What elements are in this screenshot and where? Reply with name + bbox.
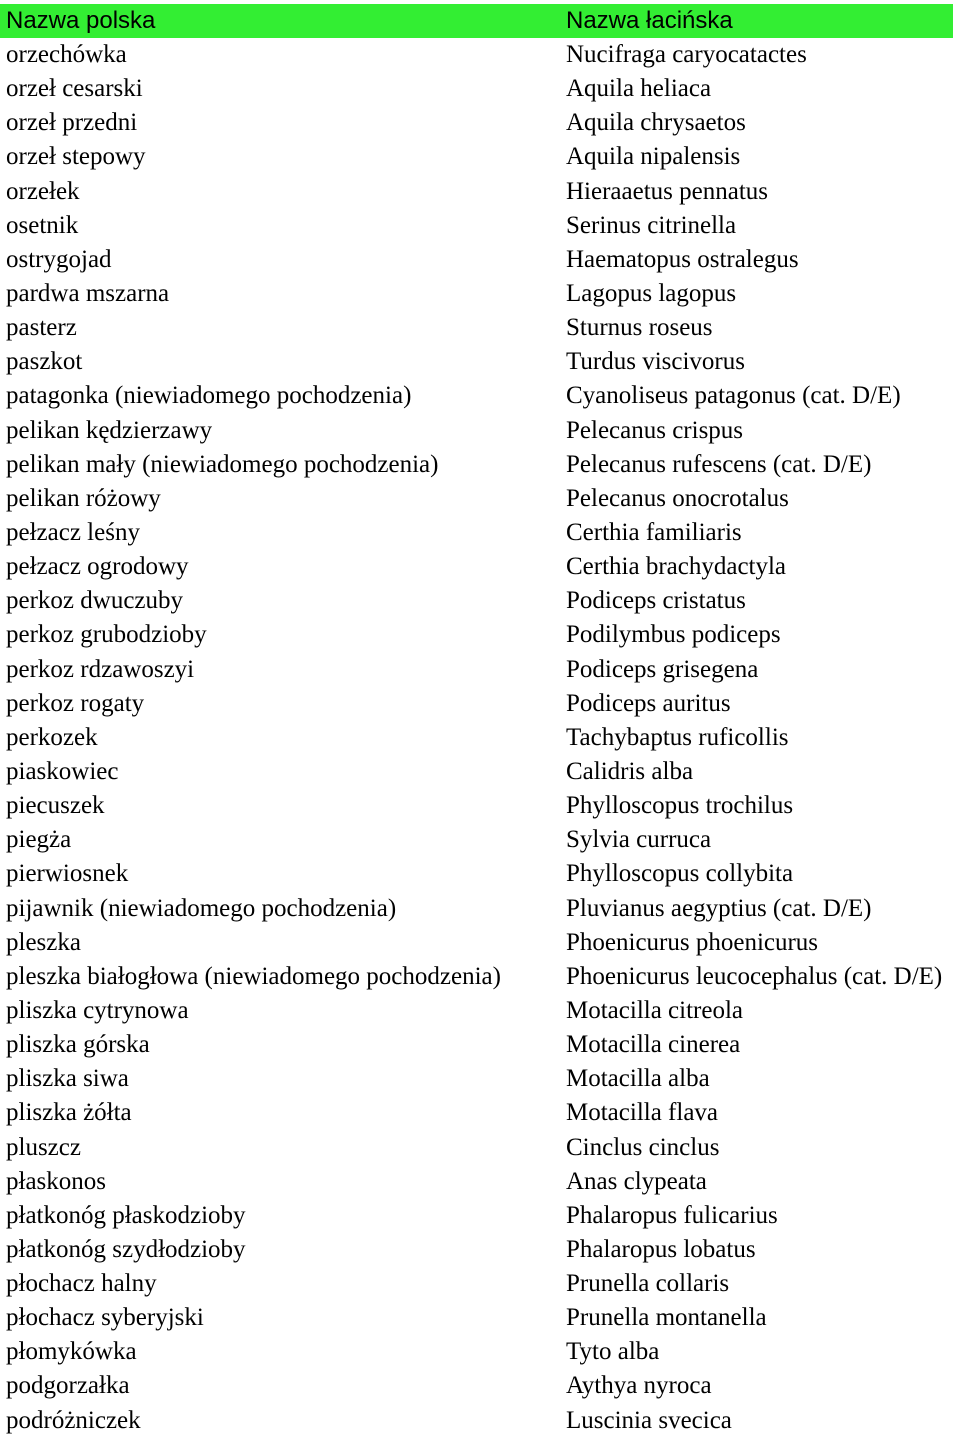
polish-name-cell: pijawnik (niewiadomego pochodzenia) <box>6 894 397 922</box>
table-row <box>0 618 960 652</box>
latin-name-cell: Hieraaetus pennatus <box>566 177 769 205</box>
polish-name-cell: perkoz grubodzioby <box>6 621 207 649</box>
table-row <box>0 892 960 926</box>
header-polish-name: Nazwa polska <box>6 7 156 34</box>
polish-name-cell: podgorzałka <box>6 1372 130 1400</box>
polish-name-cell: piecuszek <box>6 792 105 820</box>
polish-name-cell: pelikan kędzierzawy <box>6 416 213 444</box>
latin-name-cell: Aquila chrysaetos <box>566 109 746 137</box>
table-row <box>0 379 960 413</box>
polish-name-cell: pelikan różowy <box>6 484 161 512</box>
polish-name-cell: płochacz halny <box>6 1270 157 1298</box>
table-row <box>0 1267 960 1301</box>
latin-name-cell: Phylloscopus trochilus <box>566 792 794 820</box>
table-row <box>0 1199 960 1233</box>
polish-name-cell: pleszka <box>6 928 81 956</box>
latin-name-cell: Calidris alba <box>566 757 694 785</box>
polish-name-cell: pluszcz <box>6 1133 81 1161</box>
table-row <box>0 345 960 379</box>
latin-name-cell: Phalaropus lobatus <box>566 1235 756 1263</box>
table-row <box>0 584 960 618</box>
table-row <box>0 1369 960 1403</box>
latin-name-cell: Motacilla citreola <box>566 996 744 1024</box>
table-row <box>0 1062 960 1096</box>
latin-name-cell: Phoenicurus phoenicurus <box>566 928 819 956</box>
latin-name-cell: Pelecanus crispus <box>566 416 744 444</box>
polish-name-cell: pleszka białogłowa (niewiadomego pochodzenia) <box>6 962 501 990</box>
polish-name-cell: ostrygojad <box>6 245 112 273</box>
latin-name-cell: Turdus viscivorus <box>566 348 745 376</box>
latin-name-cell: Pluvianus aegyptius (cat. D/E) <box>566 894 872 922</box>
latin-name-cell: Luscinia svecica <box>566 1406 732 1434</box>
polish-name-cell: płatkonóg szydłodzioby <box>6 1235 246 1263</box>
table-row <box>0 1131 960 1165</box>
polish-name-cell: podróżniczek <box>6 1406 141 1434</box>
latin-name-cell: Tachybaptus ruficollis <box>566 723 789 751</box>
table-row <box>0 926 960 960</box>
latin-name-cell: Cyanoliseus patagonus (cat. D/E) <box>566 382 901 410</box>
latin-name-cell: Phoenicurus leucocephalus (cat. D/E) <box>566 962 943 990</box>
table-body <box>0 38 960 1438</box>
latin-name-cell: Aquila nipalensis <box>566 143 741 171</box>
latin-name-cell: Aythya nyroca <box>566 1372 712 1400</box>
latin-name-cell: Pelecanus onocrotalus <box>566 484 789 512</box>
table-row <box>0 789 960 823</box>
polish-name-cell: pasterz <box>6 314 77 342</box>
polish-name-cell: pliszka cytrynowa <box>6 996 189 1024</box>
table-row <box>0 448 960 482</box>
table-row <box>0 175 960 209</box>
table-row <box>0 38 960 72</box>
table-row <box>0 140 960 174</box>
table-row <box>0 277 960 311</box>
polish-name-cell: płaskonos <box>6 1167 106 1195</box>
table-row <box>0 72 960 106</box>
latin-name-cell: Podiceps grisegena <box>566 655 759 683</box>
polish-name-cell: osetnik <box>6 211 79 239</box>
table-row <box>0 243 960 277</box>
table-row <box>0 482 960 516</box>
header-latin-name: Nazwa łacińska <box>566 7 733 34</box>
table-row <box>0 1096 960 1130</box>
polish-name-cell: płatkonóg płaskodzioby <box>6 1201 246 1229</box>
table-row <box>0 1028 960 1062</box>
polish-name-cell: orzeł cesarski <box>6 75 143 103</box>
table-row <box>0 755 960 789</box>
latin-name-cell: Sturnus roseus <box>566 314 713 342</box>
table-row <box>0 653 960 687</box>
table-row <box>0 687 960 721</box>
latin-name-cell: Serinus citrinella <box>566 211 737 239</box>
table-row <box>0 516 960 550</box>
latin-name-cell: Phalaropus fulicarius <box>566 1201 778 1229</box>
polish-name-cell: orzełek <box>6 177 80 205</box>
polish-name-cell: orzeł przedni <box>6 109 138 137</box>
table-row <box>0 550 960 584</box>
polish-name-cell: patagonka (niewiadomego pochodzenia) <box>6 382 412 410</box>
polish-name-cell: orzeł stepowy <box>6 143 146 171</box>
table-row <box>0 1301 960 1335</box>
latin-name-cell: Aquila heliaca <box>566 75 712 103</box>
polish-name-cell: perkoz rogaty <box>6 689 145 717</box>
polish-name-cell: piegża <box>6 826 72 854</box>
species-table <box>0 4 960 1438</box>
polish-name-cell: pliszka żółta <box>6 1099 132 1127</box>
latin-name-cell: Phylloscopus collybita <box>566 860 794 888</box>
polish-name-cell: pliszka górska <box>6 1031 150 1059</box>
latin-name-cell: Nucifraga caryocatactes <box>566 41 807 68</box>
latin-name-cell: Tyto alba <box>566 1338 660 1366</box>
table-row <box>0 823 960 857</box>
latin-name-cell: Lagopus lagopus <box>566 279 737 307</box>
latin-name-cell: Sylvia curruca <box>566 826 712 854</box>
table-header-row <box>0 4 953 38</box>
polish-name-cell: paszkot <box>6 348 83 376</box>
latin-name-cell: Anas clypeata <box>566 1167 707 1195</box>
table-row <box>0 1335 960 1369</box>
latin-name-cell: Haematopus ostralegus <box>566 245 799 273</box>
polish-name-cell: perkoz rdzawoszyi <box>6 655 195 683</box>
polish-name-cell: perkoz dwuczuby <box>6 587 184 615</box>
table-row <box>0 106 960 140</box>
polish-name-cell: płomykówka <box>6 1338 137 1366</box>
table-row <box>0 857 960 891</box>
latin-name-cell: Prunella montanella <box>566 1304 767 1332</box>
table-row <box>0 209 960 243</box>
latin-name-cell: Certhia brachydactyla <box>566 553 787 581</box>
latin-name-cell: Motacilla flava <box>566 1099 719 1127</box>
polish-name-cell: orzechówka <box>6 41 127 68</box>
latin-name-cell: Certhia familiaris <box>566 518 742 546</box>
latin-name-cell: Podilymbus podiceps <box>566 621 781 649</box>
table-row <box>0 994 960 1028</box>
polish-name-cell: pierwiosnek <box>6 860 129 888</box>
table-row <box>0 1233 960 1267</box>
latin-name-cell: Podiceps cristatus <box>566 587 746 615</box>
table-row <box>0 414 960 448</box>
table-row <box>0 1165 960 1199</box>
table-row <box>0 721 960 755</box>
polish-name-cell: piaskowiec <box>6 757 119 785</box>
table-row <box>0 311 960 345</box>
polish-name-cell: perkozek <box>6 723 98 751</box>
latin-name-cell: Cinclus cinclus <box>566 1133 720 1161</box>
polish-name-cell: płochacz syberyjski <box>6 1304 204 1332</box>
latin-name-cell: Motacilla alba <box>566 1065 710 1093</box>
polish-name-cell: pełzacz leśny <box>6 518 140 546</box>
latin-name-cell: Podiceps auritus <box>566 689 731 717</box>
polish-name-cell: pardwa mszarna <box>6 279 170 307</box>
latin-name-cell: Pelecanus rufescens (cat. D/E) <box>566 450 872 478</box>
table-row <box>0 1404 960 1438</box>
table-row <box>0 960 960 994</box>
polish-name-cell: pliszka siwa <box>6 1065 129 1093</box>
latin-name-cell: Prunella collaris <box>566 1270 730 1298</box>
latin-name-cell: Motacilla cinerea <box>566 1031 741 1059</box>
polish-name-cell: pelikan mały (niewiadomego pochodzenia) <box>6 450 439 478</box>
polish-name-cell: pełzacz ogrodowy <box>6 553 189 581</box>
